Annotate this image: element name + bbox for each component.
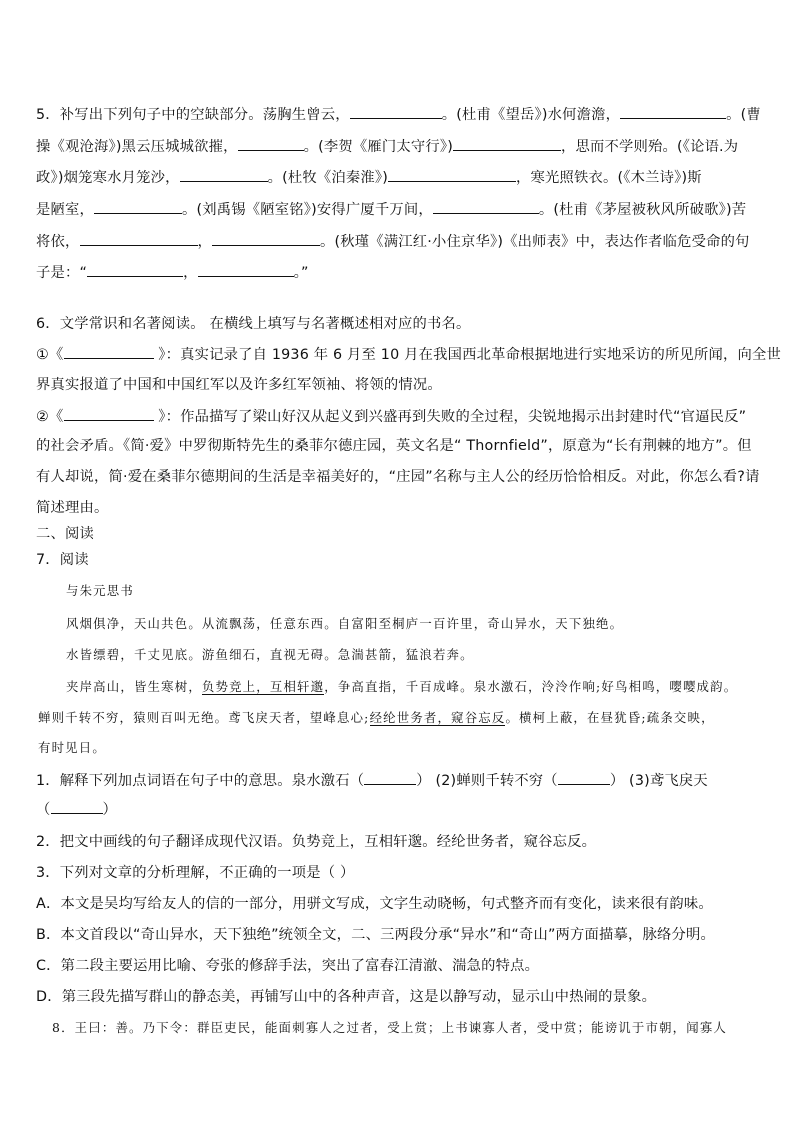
passage-paragraph-1: 风烟俱净，天山共色。从流飘荡，任意东西。自富阳至桐庐一百许里，奇山异水，天下独绝。: [66, 616, 624, 631]
book-title-blank[interactable]: [64, 344, 154, 359]
q5-text: ，: [197, 234, 212, 250]
q5-text: 。(曹: [726, 107, 761, 123]
underlined-sentence: 经纶世务者，窥谷忘反: [369, 710, 506, 725]
answer-blank[interactable]: [212, 231, 320, 246]
answer-blank[interactable]: [453, 136, 561, 151]
passage-text: 蝉则千转不穷，猿则百叫无绝。鸢飞戾天者，望峰息心;: [38, 710, 370, 725]
q5-text: 。(杜甫《望岳》)水何澹澹，: [441, 107, 621, 123]
q5-line-2: [36, 136, 738, 157]
answer-blank[interactable]: [80, 231, 198, 246]
q5-line-6: [36, 262, 309, 283]
passage-paragraph-3-line-2: [38, 709, 715, 727]
q6-text: 》：真实记录了自 1936 年 6 月至 10 月在我国西北革命根据地进行实地采访的所见所闻，向全世: [153, 347, 782, 363]
q5-line-1: [36, 104, 761, 125]
q6-item-2-cont-2: 有人却说，简·爱在桑菲尔德期间的生活是幸福美好的，“庄园”名称与主人公的经历恰恰相反。对此，你怎么看?请: [36, 469, 760, 485]
q5-text: ，: [183, 265, 198, 281]
subq-3: 3．下列对文章的分析理解，不正确的一项是（ ）: [36, 865, 355, 881]
q5-text: 5．补写出下列句子中的空缺部分。荡胸生曾云，: [36, 107, 350, 123]
q5-line-5: [36, 231, 750, 252]
q5-text: 。(杜甫《茅屋被秋风所破歌》)苦: [538, 202, 747, 218]
answer-blank[interactable]: [558, 770, 610, 785]
q5-text: 操《观沧海》)黑云压城城欲摧，: [36, 139, 238, 155]
q6-text: ②《: [36, 409, 64, 425]
q5-text: 。(杜牧《泊秦淮》): [267, 170, 388, 186]
q6-intro: 6．文学常识和名著阅读。 在横线上填写与名著概述相对应的书名。: [36, 316, 471, 332]
answer-blank[interactable]: [350, 104, 442, 119]
answer-blank[interactable]: [198, 262, 294, 277]
q8-line-1: 8．王曰：善。乃下令：群臣吏民，能面刺寡人之过者，受上赏；上书谏寡人者，受中赏；能谤讥于市朝，闻寡人: [52, 1020, 728, 1035]
option-b[interactable]: B．本文首段以“奇山异水，天下独绝”统领全文，二、三两段分承“异水”和“奇山”两方面描摹，脉络分明。: [36, 927, 716, 943]
answer-blank[interactable]: [94, 199, 182, 214]
answer-blank[interactable]: [433, 199, 539, 214]
subq-1-cont: [36, 799, 117, 820]
q6-item-2-cont-1: 的社会矛盾。《简·爱》中罗彻斯特先生的桑菲尔德庄园，英文名是“ Thornfield”，原意为“长有荆棘的地方”。但: [36, 438, 752, 454]
q5-text: 。”: [293, 265, 309, 281]
subq-2: 2．把文中画线的句子翻译成现代汉语。负势竞上，互相轩邈。经纶世务者，窥谷忘反。: [36, 834, 597, 850]
q5-text: ，思而不学则殆。(《论语.为: [560, 139, 739, 155]
q5-text: 是陋室，: [36, 202, 94, 218]
q5-text: 。(李贺《雁门太守行》): [303, 139, 453, 155]
book-title-blank[interactable]: [64, 406, 154, 421]
passage-paragraph-2: 水皆缥碧，千丈见底。游鱼细石，直视无碍。急湍甚箭，猛浪若奔。: [66, 647, 474, 662]
q5-line-4: [36, 199, 746, 220]
answer-blank[interactable]: [364, 770, 416, 785]
passage-text: 。横柯上蔽，在昼犹昏;疏条交映，: [505, 710, 715, 725]
answer-blank[interactable]: [51, 799, 103, 814]
q6-item-2: [36, 406, 746, 427]
q5-text: 政》)烟笼寒水月笼沙，: [36, 170, 180, 186]
q7-heading: 7．阅读: [36, 552, 89, 568]
answer-blank[interactable]: [620, 104, 726, 119]
answer-blank[interactable]: [180, 167, 268, 182]
subq-text: 1．解释下列加点词语在句子中的意思。泉水激石（: [36, 773, 365, 789]
option-d[interactable]: D．第三段先描写群山的静态美，再铺写山中的各种声音，这是以静写动，显示山中热闹的景象。: [36, 989, 657, 1005]
option-c[interactable]: C．第二段主要运用比喻、夸张的修辞手法，突出了富春江清澈、湍急的特点。: [36, 958, 540, 974]
passage-text: ，争高直指，千百成峰。泉水激石，泠泠作响;好鸟相鸣，嘤嘤成韵。: [324, 679, 738, 694]
q6-item-2-cont-3: 简述理由。: [36, 500, 109, 516]
q5-text: 。(刘禹锡《陋室铭》)安得广厦千万间，: [182, 202, 433, 218]
subq-text: ） (3)鸢飞戾天: [609, 773, 708, 789]
subq-1: [36, 770, 708, 791]
subq-text: ）: [102, 802, 117, 818]
passage-paragraph-3-line-1: [66, 678, 737, 696]
q6-item-1: [36, 344, 781, 365]
answer-blank[interactable]: [238, 136, 304, 151]
passage-title: 与朱元思书: [66, 583, 134, 598]
option-a[interactable]: A．本文是吴均写给友人的信的一部分，用骈文写成，文字生动晓畅，句式整齐而有变化，读来很有韵味。: [36, 896, 713, 912]
q5-text: ，寒光照铁衣。(《木兰诗》)斯: [516, 170, 702, 186]
q6-text: ①《: [36, 347, 64, 363]
q6-text: 》：作品描写了梁山好汉从起义到兴盛再到失败的全过程，尖锐地揭示出封建时代“官逼民反”: [153, 409, 747, 425]
underlined-sentence: 负势竞上，互相轩邈: [201, 679, 325, 694]
answer-blank[interactable]: [388, 167, 516, 182]
section-heading: 二、阅读: [36, 526, 94, 542]
q5-line-3: [36, 167, 702, 188]
q5-text: 将依，: [36, 234, 80, 250]
subq-text: （: [36, 802, 51, 818]
q5-text: 子是：“: [36, 265, 88, 281]
q5-text: 。(秋瑾《满江红·小住京华》)《出师表》中，表达作者临危受命的句: [320, 234, 750, 250]
answer-blank[interactable]: [87, 262, 183, 277]
subq-text: ） (2)蝉则千转不穷（: [416, 773, 558, 789]
q6-item-1-cont: 界真实报道了中国和中国红军以及许多红军领袖、将领的情况。: [36, 377, 442, 393]
passage-paragraph-3-line-3: 有时见日。: [38, 740, 106, 755]
passage-text: 夹岸高山，皆生寒树，: [66, 679, 202, 694]
